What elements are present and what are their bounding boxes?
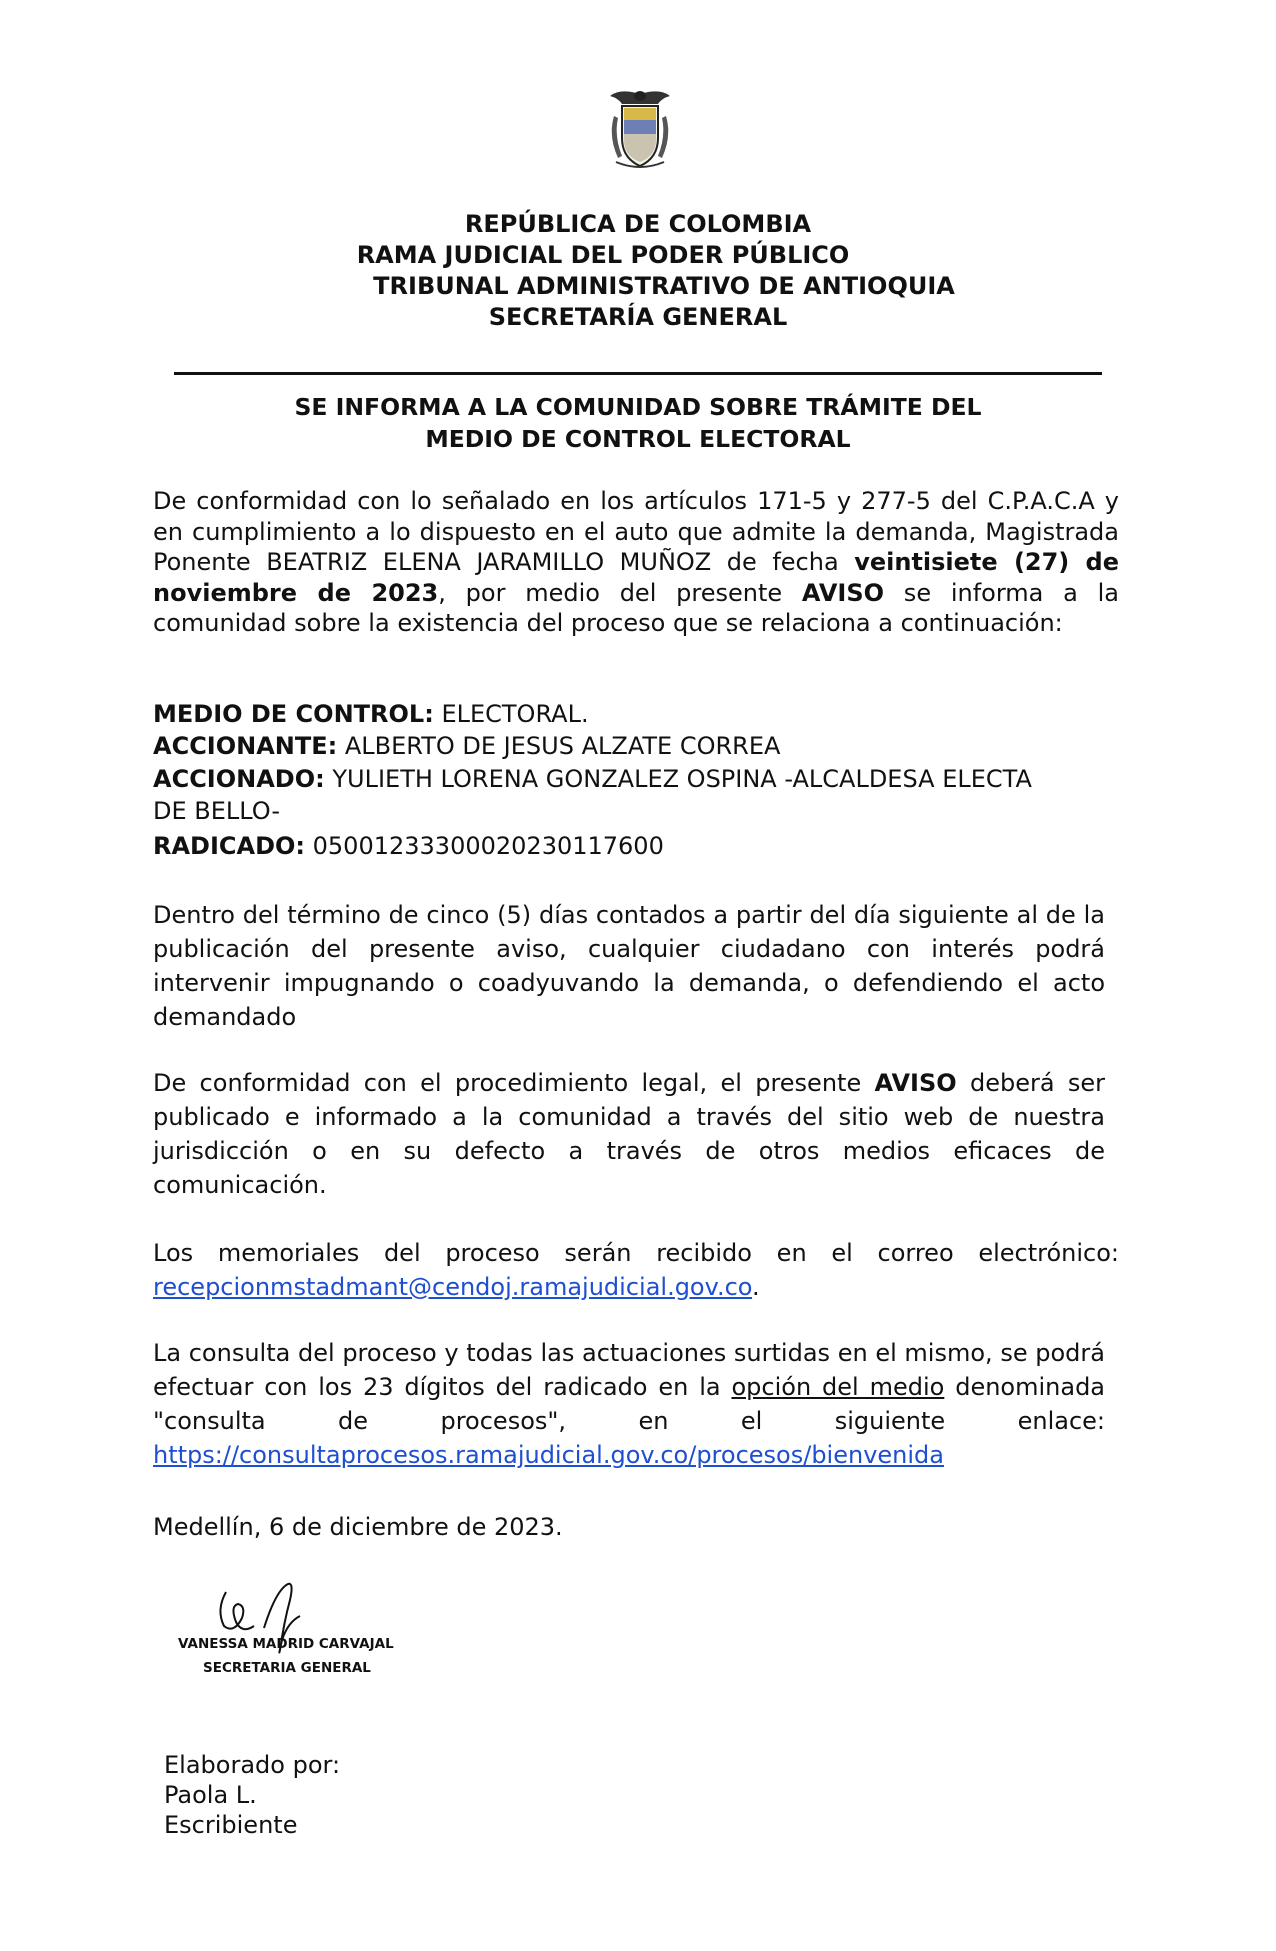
coat-of-arms-seal	[600, 86, 680, 172]
header-line-judicial-branch: RAMA JUDICIAL DEL PODER PÚBLICO	[356, 241, 850, 269]
case-accionado: ACCIONADO: YULIETH LORENA GONZALEZ OSPINA -ALCALDESA ELECTA	[153, 765, 1032, 793]
admission-date: veintisiete (27) de noviembre de 2023	[153, 548, 1119, 607]
case-accionado-cont: DE BELLO-	[153, 797, 281, 825]
term-paragraph: Dentro del término de cinco (5) días contados a partir del día siguiente al de la publicación del presente aviso, cualquier ciudadano con interés podrá intervenir impugnando o coadyuvando la demanda, o defendiendo el acto demandado	[153, 901, 1105, 1031]
case-medio: MEDIO DE CONTROL: ELECTORAL.	[153, 700, 589, 728]
notice-title-line1: SE INFORMA A LA COMUNIDAD SOBRE TRÁMITE DEL	[294, 393, 982, 421]
case-radicado: RADICADO: 05001233300020230117600	[153, 832, 664, 860]
signer-name: VANESSA MADRID CARVAJAL	[178, 1636, 394, 1652]
footer-role: Escribiente	[164, 1811, 298, 1839]
email-link[interactable]: recepcionmstadmant@cendoj.ramajudicial.gov.co	[153, 1273, 753, 1301]
header-line-tribunal: TRIBUNAL ADMINISTRATIVO DE ANTIOQUIA	[373, 272, 955, 300]
consulta-link[interactable]: https://consultaprocesos.ramajudicial.gov.co/procesos/bienvenida	[153, 1441, 944, 1469]
signer-role: SECRETARIA GENERAL	[203, 1660, 371, 1676]
aviso-keyword: AVISO	[874, 1069, 957, 1097]
notice-title-line2: MEDIO DE CONTROL ELECTORAL	[425, 425, 851, 453]
intro-paragraph: De conformidad con lo señalado en los artículos 171-5 y 277-5 del C.P.A.C.A y en cumplimiento a lo dispuesto en el auto que admite la demanda, Magistrada Ponente BEATRIZ ELENA JARAMILLO MUÑOZ de fecha veintisiete (27) de noviembre de 2023, por medio del presente AVISO se informa a la comunidad sobre la existencia del proceso que se relaciona a continuación:	[153, 487, 1119, 637]
place-date: Medellín, 6 de diciembre de 2023.	[153, 1513, 563, 1541]
header-line-republic: REPÚBLICA DE COLOMBIA	[464, 210, 812, 238]
memoriales-paragraph: Los memoriales del proceso serán recibido en el correo electrónico: recepcionmstadmant@cendoj.ramajudicial.gov.co.	[153, 1239, 1119, 1301]
footer-name: Paola L.	[164, 1781, 257, 1809]
header-divider	[174, 372, 1102, 375]
publication-paragraph: De conformidad con el procedimiento legal, el presente AVISO deberá ser publicado e informado a la comunidad a través del sitio web de nuestra jurisdicción o en su defecto a través de otros medios eficaces de comunicación.	[153, 1069, 1106, 1199]
header-line-secretariat: SECRETARÍA GENERAL	[488, 303, 788, 331]
case-accionante: ACCIONANTE: ALBERTO DE JESUS ALZATE CORREA	[153, 732, 781, 760]
aviso-keyword: AVISO	[801, 578, 885, 607]
consulta-paragraph: La consulta del proceso y todas las actuaciones surtidas en el mismo, se podrá efectuar con los 23 dígitos del radicado en la opción del medio denominada "consulta de procesos", en el siguiente enlace: https://consultaprocesos.ramajudicial.gov.co/procesos/bienvenida	[153, 1339, 1106, 1469]
footer-label: Elaborado por:	[164, 1751, 341, 1779]
